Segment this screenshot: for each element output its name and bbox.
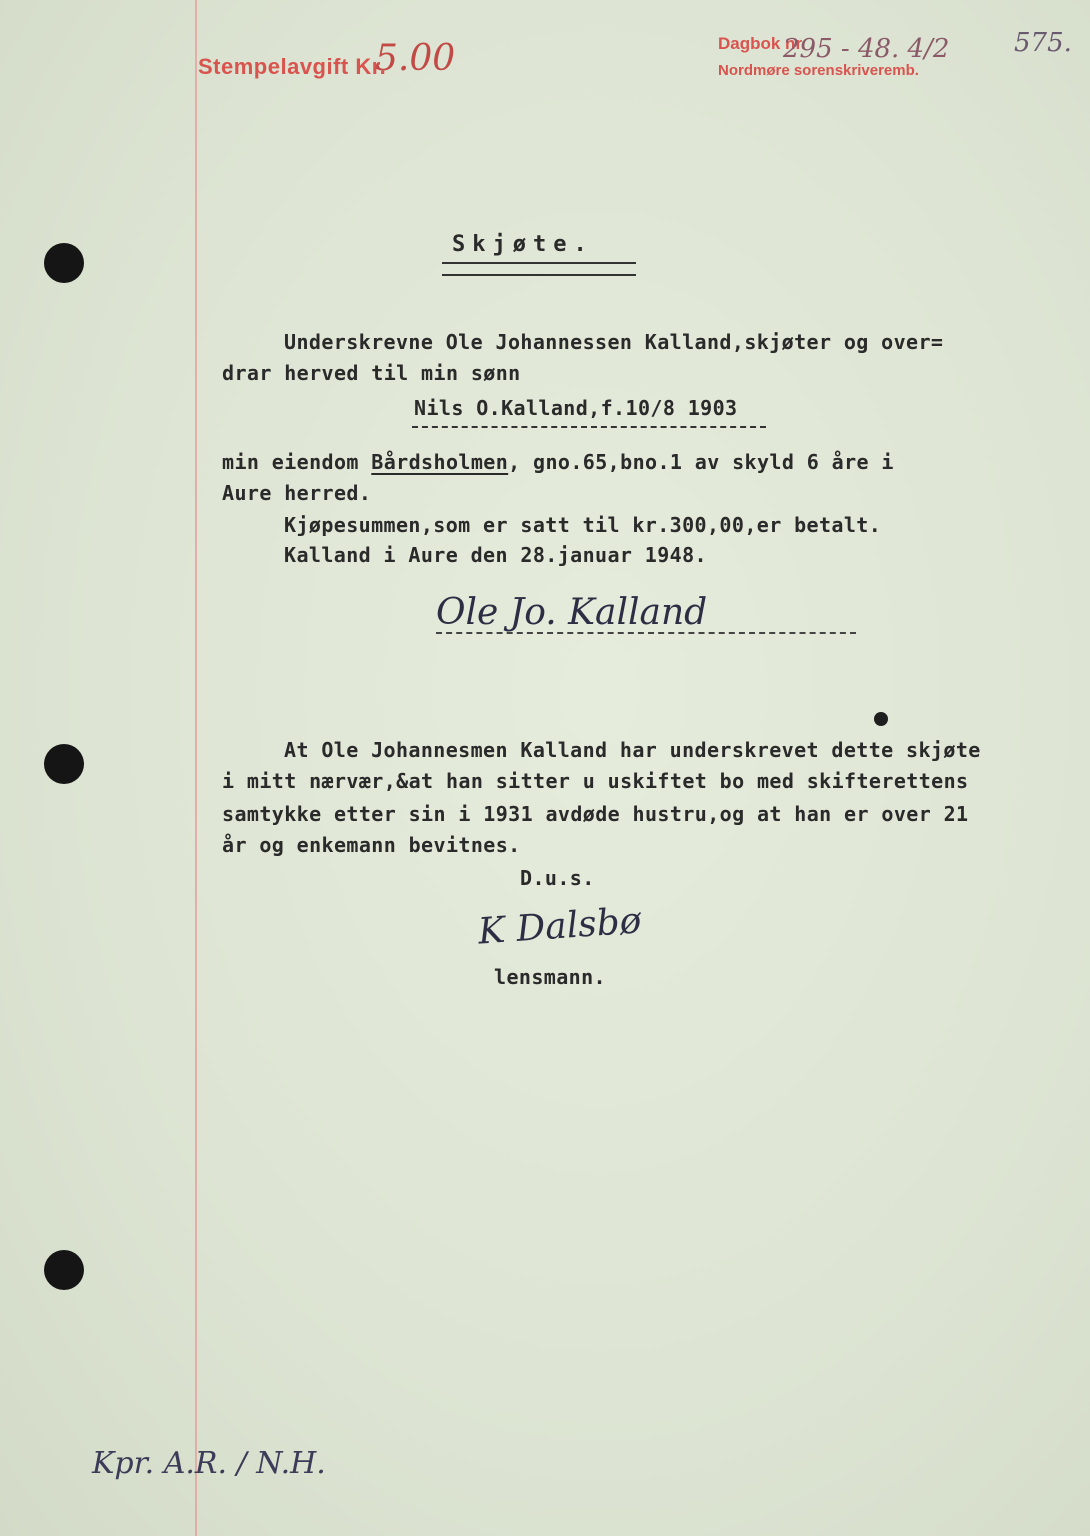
witness-line: At Ole Johannesmen Kalland har underskrevet dette skjøte [284,738,981,762]
property-name: Bårdsholmen [371,450,509,474]
lensmann-title: lensmann. [494,965,606,989]
stamp-fee-amount: 5.00 [375,38,456,79]
paragraph-line: Kalland i Aure den 28.januar 1948. [284,543,707,567]
document-title: Skjøte. [452,232,594,257]
punch-hole [44,243,84,283]
margin-line [195,0,197,1536]
owner-signature: Ole Jo. Kalland [436,592,708,633]
signature-line [436,632,856,634]
property-suffix: , gno.65,bno.1 av skyld 6 åre i [508,450,894,474]
property-prefix: min eiendom [222,450,372,474]
stamp-fee-label: Stempelavgift Kr. [198,54,387,79]
handwritten-register-ref: 295 - 48. 4/2 [783,34,950,64]
stamp-register-line2: Nordmøre sorenskriveremb. [718,62,919,79]
buyer-underline [412,426,766,428]
punch-hole [44,744,84,784]
lensmann-signature: K Dalsbø [476,900,643,953]
witness-line: i mitt nærvær,&at han sitter u uskiftet bo med skifterettens [222,769,969,793]
paragraph-line: Underskrevne Ole Johannessen Kalland,skjøter og over= [284,330,944,354]
witness-line: samtykke etter sin i 1931 avdøde hustru,og at han er over 21 [222,802,969,826]
buyer-name: Nils O.Kalland,f.10/8 1903 [414,396,738,420]
handwritten-footer-note: Kpr. A.R. / N.H. [92,1446,326,1481]
witness-line: år og enkemann bevitnes. [222,833,521,857]
title-double-rule [442,262,636,276]
handwritten-page-number: 575. [1014,28,1072,58]
stamp-register-line1: Dagbok nr. [718,34,806,53]
ink-dot [874,712,888,726]
paragraph-line: Kjøpesummen,som er satt til kr.300,00,er betalt. [284,513,882,537]
dus-abbrev: D.u.s. [520,866,595,890]
paragraph-line: Aure herred. [222,481,372,505]
paragraph-line: drar herved til min sønn [222,361,521,385]
paragraph-line [222,450,894,474]
punch-hole [44,1250,84,1290]
